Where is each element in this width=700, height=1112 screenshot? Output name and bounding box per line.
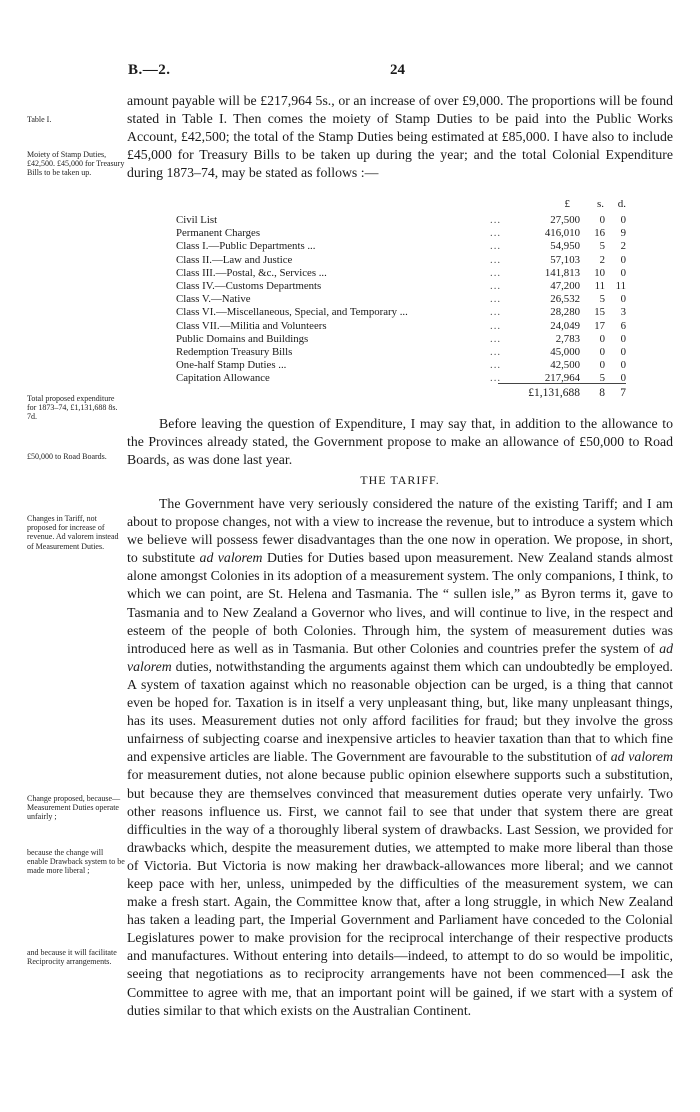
row-pounds: 27,500: [550, 214, 580, 226]
tariff-text-a: The Government have very seriously considered the nature of the existing Tariff; and I am about to propose changes, not with a view to increase the revenue, but to introduce a system which we believe will possess fewer disadvantages than the one now in operation. We propose, in short, to substitute: [127, 496, 673, 566]
paragraph-intro: amount payable will be £217,964 5s., or an increase of over £9,000. The proportions will be found stated in Table I. Then comes the moiety of Stamp Duties to be paid into the Public Works Account, £42,500; the total of the Stamp Duties being estimated at £85,000. I have also to include £45,000 for Treasury Bills to be taken up during the year; and the total Colonial Expenditure during 1873–74, may be stated as follows :—: [127, 93, 673, 181]
expenditure-table: [176, 198, 626, 385]
margin-note: Moiety of Stamp Duties, £42,500. £45,000 for Treasury Bills to be taken up.: [27, 150, 125, 178]
page-number: 24: [390, 62, 405, 78]
total-pounds: £1,131,688: [528, 387, 580, 399]
row-shillings: 17: [594, 319, 605, 332]
row-label: Redemption Treasury Bills: [176, 345, 293, 358]
page-header: [0, 62, 700, 82]
row-shillings: 15: [594, 306, 605, 319]
row-pounds: 28,280: [550, 306, 580, 319]
table-total-row: [176, 387, 626, 401]
leader-dots: ...: [490, 306, 502, 319]
margin-note: and because it will facilitate Reciprocity arrangements.: [27, 948, 117, 967]
row-shillings: 11: [594, 279, 605, 292]
row-pence: 0: [620, 214, 626, 226]
margin-note: Table I.: [27, 115, 52, 124]
total-rule: [498, 383, 626, 384]
row-pounds: 26,532: [550, 293, 580, 306]
margin-note: Changes in Tariff, not proposed for increase of revenue. Ad valorem instead of Measurement Duties.: [27, 514, 119, 551]
paragraph-tariff: [127, 495, 673, 1020]
row-pence: 0: [620, 253, 626, 266]
leader-dots: ...: [490, 227, 502, 240]
row-pounds: 416,010: [544, 227, 580, 240]
table-rows: [176, 214, 626, 385]
row-pounds: 2,783: [555, 332, 580, 345]
table-header: [176, 198, 626, 214]
row-pence: 0: [620, 266, 626, 279]
row-label: Class II.—Law and Justice: [176, 253, 293, 266]
leader-dots: ...: [490, 214, 502, 226]
leader-dots: ...: [490, 319, 502, 332]
tariff-text-b: Duties for Duties based upon measurement. New Zealand stands almost alone amongst Colonies in its adoption of a measurement system. The only companions, I think, to which we can point, are St. Helena and Tasmania. The “ sullen isle,” as Byron terms it, gave to Tasmania and to New Zealand a Governor who lives, and will continue to live, in the respect and esteem of the people of both Colonies. Through him, the system of measurement duties was introduced here as well as in Tasmania. But other Colonies and countries prefer the system of: [127, 550, 673, 656]
row-pence: 0: [620, 332, 626, 345]
tariff-text-c: duties, notwithstanding the arguments against them which can undoubtedly be employed. A system of taxation against which no reasonable objection can be urged, is a thing that cannot even be hoped for. Taxation is in itself a very unpleasant thing, but, like many unpleasant things, has its uses. Measurement duties not only afford facilities for fraud; but they involve the gross unfairness of subjecting coarse and inexpensive articles to heavier taxation than that to which fine and expensive articles are liable. The Government are favourable to the substitution of: [127, 658, 673, 765]
margin-note: £50,000 to Road Boards.: [27, 452, 107, 461]
total-pence: 7: [620, 387, 626, 399]
row-shillings: 0: [599, 332, 605, 345]
table-row: [176, 214, 626, 227]
tariff-emphasis: ad valorem: [199, 550, 263, 566]
row-pounds: 45,000: [550, 345, 580, 358]
row-pounds: 217,964: [544, 372, 580, 385]
leader-dots: ...: [490, 332, 502, 345]
table-row: [176, 359, 626, 372]
table-row: [176, 280, 626, 293]
row-label: Class VI.—Miscellaneous, Special, and Temporary ...: [176, 306, 408, 319]
body-text-top: [127, 92, 673, 182]
row-pounds: 57,103: [550, 253, 580, 266]
row-pounds: 24,049: [550, 319, 580, 332]
total-shillings: 8: [599, 387, 605, 399]
row-shillings: 0: [599, 345, 605, 358]
margin-note: because the change will enable Drawback system to be made more liberal ;: [27, 848, 125, 876]
row-pence: 2: [620, 240, 626, 253]
row-label: One-half Stamp Duties ...: [176, 359, 287, 372]
row-shillings: 10: [594, 266, 605, 279]
margin-note: Total proposed expenditure for 1873–74, £1,131,688 8s. 7d.: [27, 394, 118, 422]
page-reference: B.—2.: [128, 62, 171, 78]
leader-dots: ...: [490, 345, 502, 358]
table-row: [176, 254, 626, 267]
col-pence-header: d.: [617, 198, 626, 210]
table-row: [176, 293, 626, 306]
row-pence: 9: [620, 227, 626, 240]
row-shillings: 5: [599, 293, 605, 306]
table-row: [176, 227, 626, 240]
section-heading-tariff: THE TARIFF.: [360, 473, 440, 487]
row-shillings: 5: [599, 240, 605, 253]
table-row: [176, 320, 626, 333]
table-row: [176, 267, 626, 280]
row-label: Class I.—Public Departments ...: [176, 240, 316, 253]
row-shillings: 5: [599, 372, 605, 385]
row-shillings: 2: [599, 253, 605, 266]
tariff-emphasis: ad valorem: [610, 749, 674, 765]
row-pence: 0: [620, 293, 626, 306]
row-pence: 0: [620, 345, 626, 358]
row-shillings: 0: [599, 359, 605, 372]
leader-dots: ...: [490, 240, 502, 253]
body-text-expenditure: [127, 415, 673, 469]
row-shillings: 0: [599, 214, 605, 226]
table-row: [176, 333, 626, 346]
leader-dots: ...: [490, 266, 502, 279]
row-pence: 11: [615, 279, 626, 292]
row-label: Permanent Charges: [176, 227, 261, 240]
row-label: Class V.—Native: [176, 293, 251, 306]
row-pence: 0: [620, 359, 626, 372]
paragraph-road-boards: Before leaving the question of Expenditure, I may say that, in addition to the allowance to the Provinces already stated, the Government propose to make an allowance of £50,000 to Road Boards, as was done last year.: [127, 416, 673, 468]
row-shillings: 16: [594, 227, 605, 240]
row-pence: 3: [620, 306, 626, 319]
table-row: [176, 240, 626, 253]
row-pounds: 54,950: [550, 240, 580, 253]
leader-dots: ...: [490, 253, 502, 266]
row-label: Class VII.—Militia and Volunteers: [176, 319, 327, 332]
row-pence: 0: [620, 372, 626, 385]
row-label: Civil List: [176, 214, 218, 226]
row-pence: 6: [620, 319, 626, 332]
table-row: [176, 306, 626, 319]
row-label: Class IV.—Customs Departments: [176, 279, 322, 292]
tariff-emphasis: ad valorem: [127, 640, 673, 674]
col-shillings-header: s.: [596, 198, 604, 210]
row-pounds: 42,500: [550, 359, 580, 372]
leader-dots: ...: [490, 372, 502, 385]
tariff-text-d: for measurement duties, not alone because public opinion elsewhere supports such a substitution, but because they are themselves convinced that measurement duties operate very unfairly. Two other reasons influence us. First, we cannot fail to see that under that system there are great difficulties in the way of a thoroughly liberal system of drawbacks. Last Session, we provided for drawbacks which, despite the measurement duties, we attempted to make more liberal than those of Victoria. But Victoria is now making her drawback-allowances more liberal; and we cannot keep pace with her, unless, unimpeded by the difficulties of the measurement system, we can make a fresh start. Again, the Committee know that, after a long struggle, in which New Zealand has taken a leading part, the Imperial Government and Parliament have conceded to the Colonial Legislatures power to make provision for the reciprocal interchange of their respective products and manufactures. Without entering into details—indeed, to attempt to do so would be impolitic, seeing that negotiations as to reciprocity arrangements have not been commenced—I ask the Committee to agree with me, that an important point will be gained, if we start with a system of duties similar to that which exists on the Australian Continent.: [127, 767, 673, 1018]
margin-note: Change proposed, because— Measurement Duties operate unfairly ;: [27, 794, 121, 822]
row-label: Public Domains and Buildings: [176, 332, 309, 345]
row-pounds: 141,813: [544, 266, 580, 279]
col-pounds-header: £: [564, 198, 570, 210]
leader-dots: ...: [490, 293, 502, 306]
leader-dots: ...: [490, 279, 502, 292]
row-label: Capitation Allowance: [176, 372, 270, 385]
row-label: Class III.—Postal, &c., Services ...: [176, 266, 327, 279]
row-pounds: 47,200: [550, 279, 580, 292]
leader-dots: ...: [490, 359, 502, 372]
body-text-tariff: [127, 495, 673, 1020]
table-row: [176, 346, 626, 359]
